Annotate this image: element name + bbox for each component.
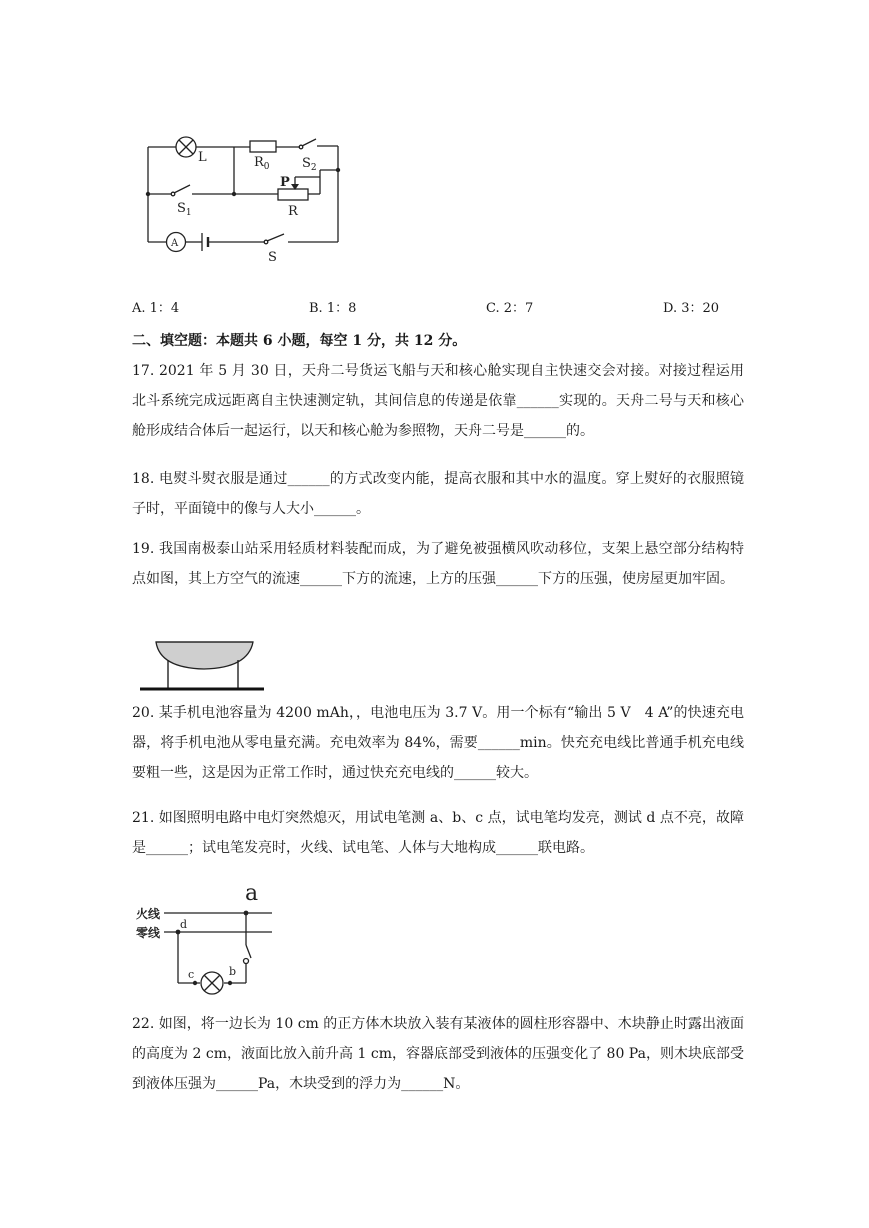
rheostat-label: R	[288, 204, 298, 219]
station-support-figure	[138, 632, 268, 694]
r0-label: R	[254, 155, 264, 170]
question-22: 22. 如图，将一边长为 10 cm 的正方体木块放入装有某液体的圆柱形容器中、木块静止时露出液面的高度为 2 cm，液面比放入前升高 1 cm，容器底部受到液体的压强变化了 80 Pa，则木块底部受到液体压强为______Pa，木块受到的浮力为______N。	[132, 1016, 744, 1092]
option-d: D. 3：20	[663, 301, 720, 316]
s1-subscript: 1	[185, 208, 192, 218]
question-19: 19. 我国南极泰山站采用轻质材料装配而成，为了避免被强横风吹动移位，支架上悬空部分结构特点如图，其上方空气的流速______下方的流速，上方的压强______下方的压强，使房屋更加牢固。	[132, 541, 744, 587]
s2-label: S	[302, 156, 311, 171]
ammeter-label: A	[171, 238, 179, 249]
section-title: 二、填空题：本题共 6 小题，每空 1 分，共 12 分。	[132, 333, 467, 349]
question-18: 18. 电熨斗熨衣服是通过______的方式改变内能，提高衣服和其中水的温度。穿上熨好的衣服照镜子时，平面镜中的像与人大小______。	[132, 471, 744, 517]
option-c: C. 2：7	[486, 301, 534, 316]
neutral-wire-label: 零线	[136, 926, 161, 940]
option-b: B. 1：8	[309, 301, 357, 316]
point-a-label: a	[245, 881, 259, 906]
s1-label: S	[177, 201, 186, 216]
circuit-diagram-1	[140, 130, 350, 265]
s2-subscript: 2	[310, 163, 317, 173]
question-21: 21. 如图照明电路中电灯突然熄灭，用试电笔测 a、b、c 点，试电笔均发亮，测试 d 点不亮，故障是______；试电笔发亮时，火线、试电笔、人体与大地构成______联电路。	[132, 810, 744, 856]
slider-label: P	[280, 175, 290, 190]
lighting-circuit-figure	[134, 875, 279, 1000]
main-switch-label: S	[268, 250, 277, 265]
option-a: A. 1：4	[132, 301, 180, 316]
question-17: 17. 2021 年 5 月 30 日，天舟二号货运飞船与天和核心舱实现自主快速交会对接。对接过程运用北斗系统完成远距离自主快速测定轨，其间信息的传递是依靠______实现的。天舟二号与天和核心舱形成结合体后一起运行，以天和核心舱为参照物，天舟二号是______的。	[132, 363, 744, 439]
point-c-label: c	[188, 968, 195, 981]
point-d-label: d	[180, 918, 188, 931]
svg-text:S2	[302, 156, 317, 173]
question-20: 20. 某手机电池容量为 4200 mAh，，电池电压为 3.7 V。用一个标有“输出 5 V 4 A”的快速充电器，将手机电池从零电量充满。充电效率为 84%，需要______min。快充充电线比普通手机充电线要粗一些，这是因为正常工作时，通过快充充电线的______较大。	[132, 705, 744, 781]
r0-subscript: 0	[263, 162, 270, 172]
lamp-label: L	[198, 150, 207, 165]
point-b-label: b	[229, 965, 237, 978]
svg-text:R0	[254, 155, 270, 172]
svg-text:S1	[177, 201, 192, 218]
live-wire-label: 火线	[136, 907, 161, 921]
